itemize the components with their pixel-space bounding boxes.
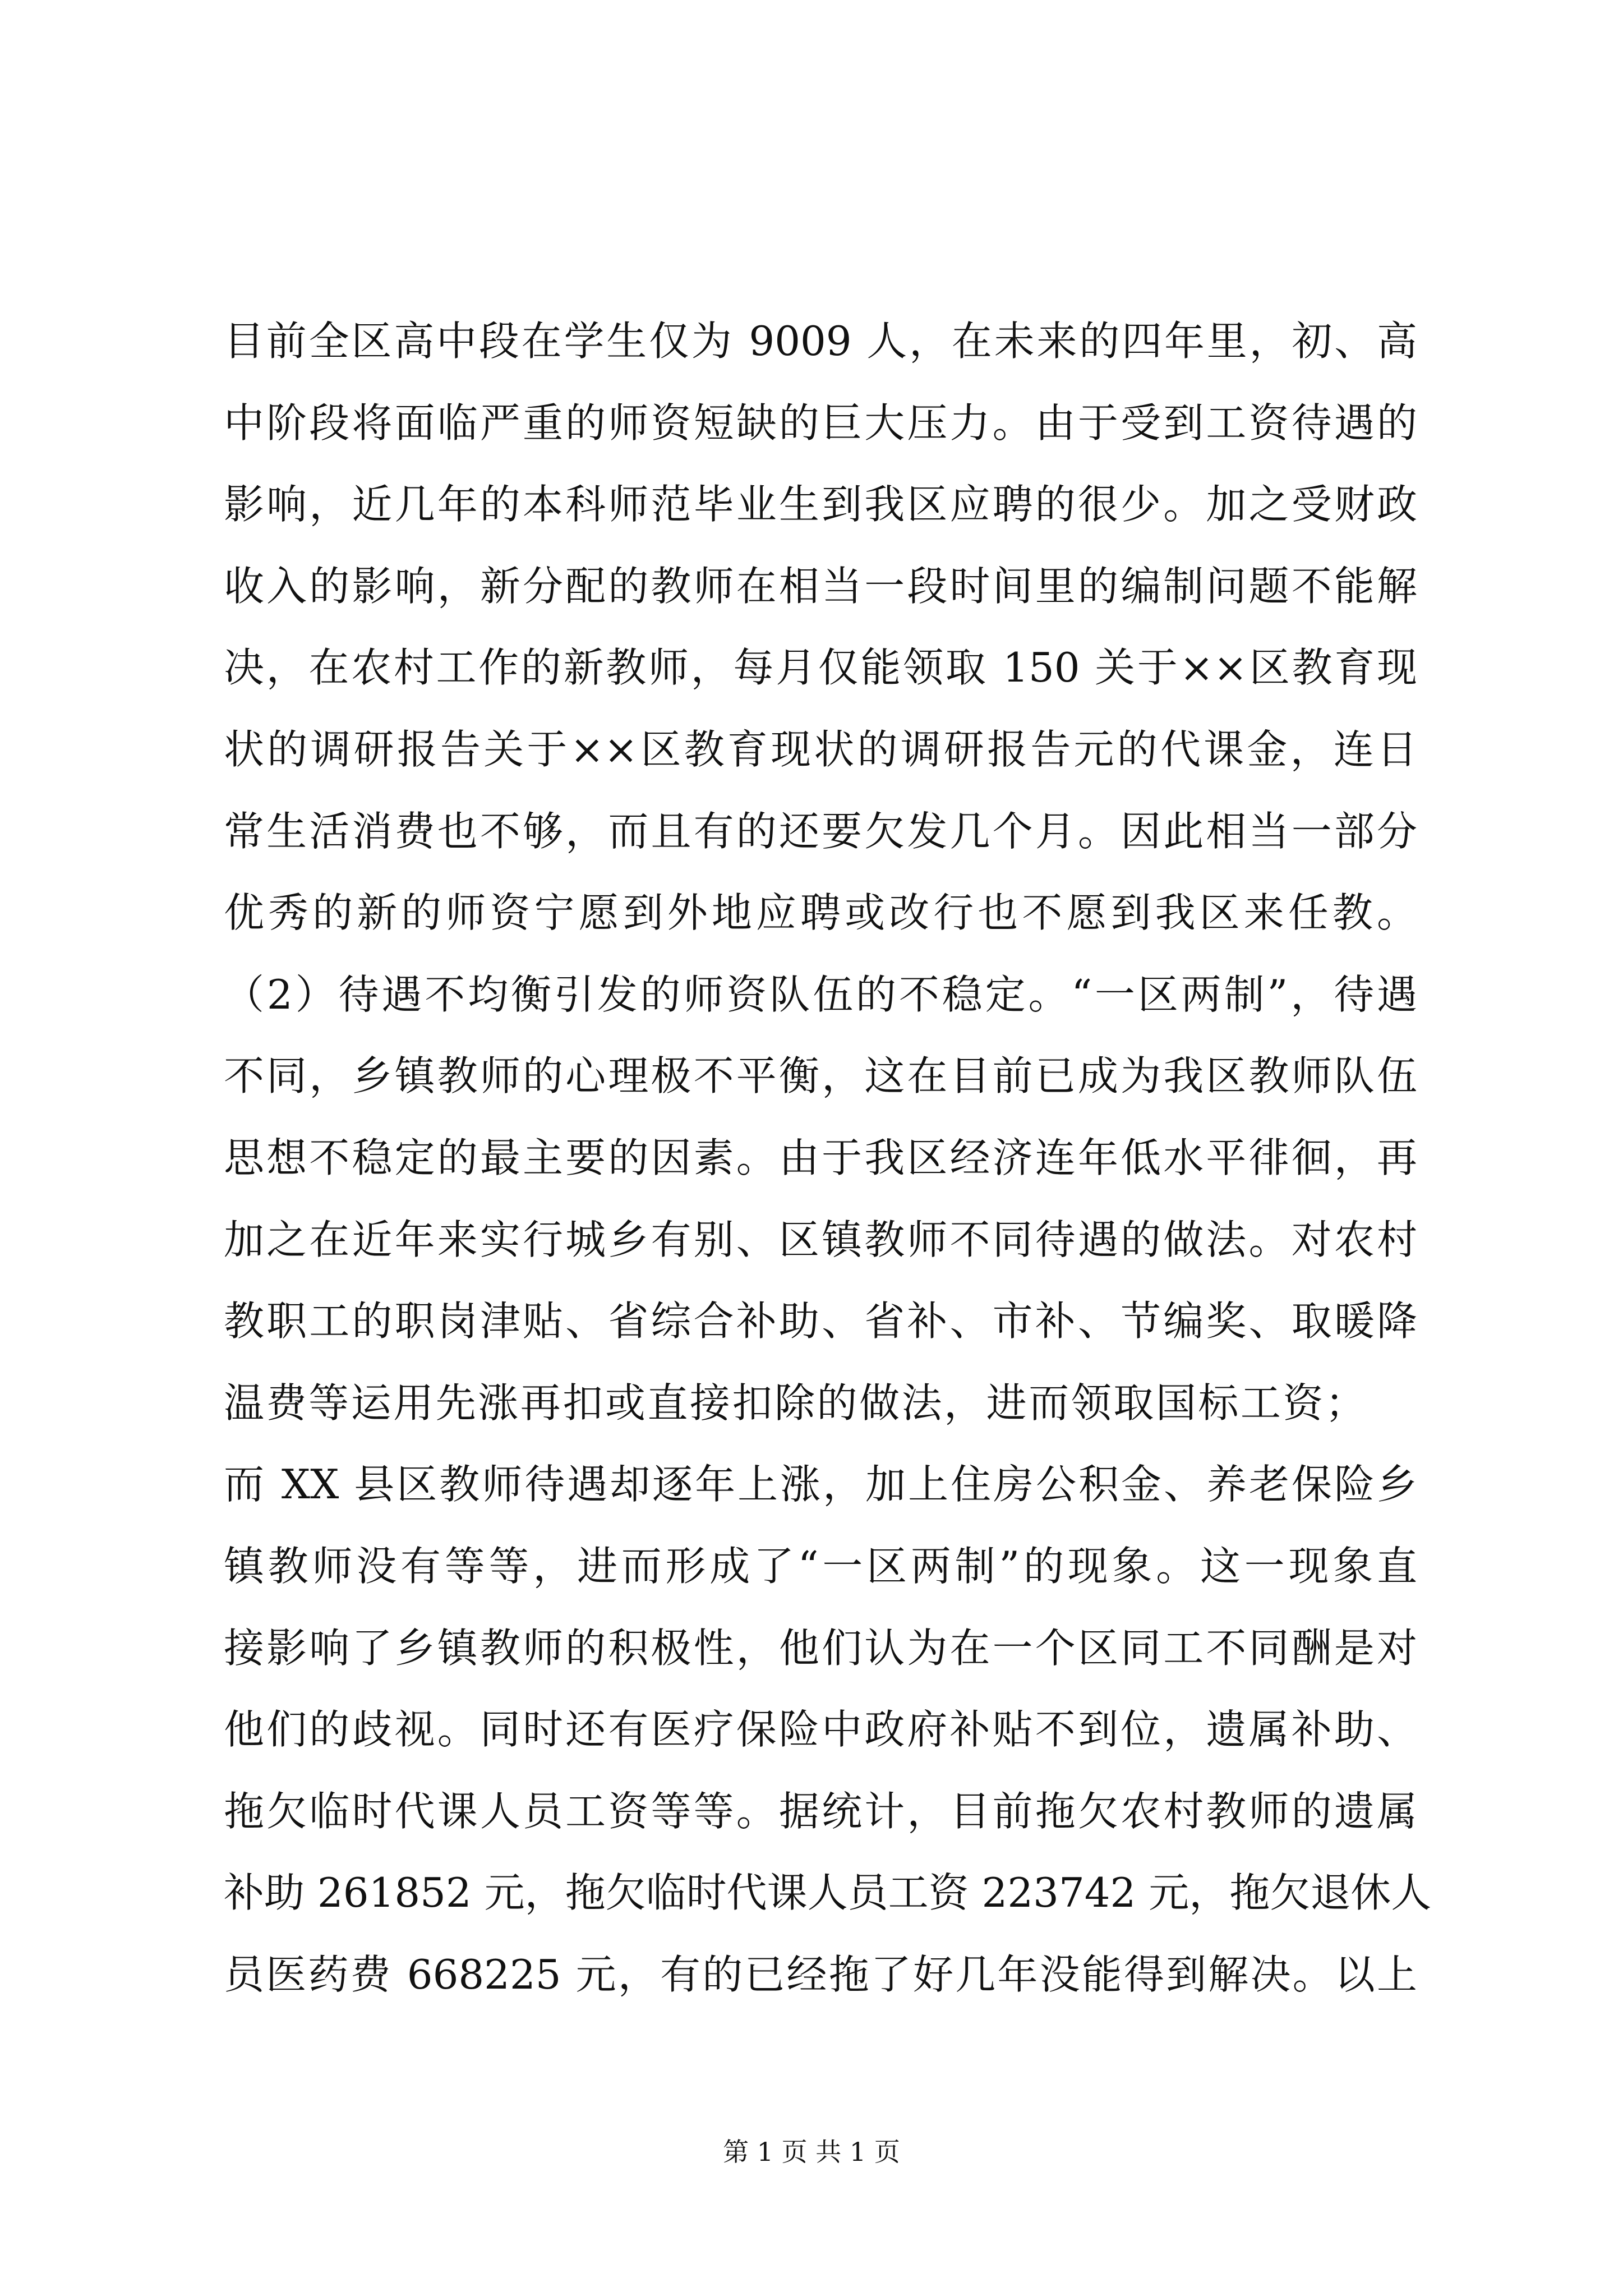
body-text-line: 优秀的新的师资宁愿到外地应聘或改行也不愿到我区来任教。 [224, 889, 1417, 937]
body-text-line: 镇教师没有等等，进而形成了“一区两制”的现象。这一现象直 [224, 1542, 1417, 1590]
body-text-line: 影响，近几年的本科师范毕业生到我区应聘的很少。加之受财政 [224, 481, 1417, 528]
body-text-line: 不同，乡镇教师的心理极不平衡，这在目前已成为我区教师队伍 [224, 1052, 1417, 1100]
paragraph-2 [224, 954, 1432, 2016]
body-text-line: 中阶段将面临严重的师资短缺的巨大压力。由于受到工资待遇的 [224, 399, 1417, 447]
body-text-line: 教职工的职岗津贴、省综合补助、省补、市补、节编奖、取暖降 [224, 1297, 1417, 1345]
body-text-line: 加之在近年来实行城乡有别、区镇教师不同待遇的做法。对农村 [224, 1216, 1417, 1263]
body-text-line: 而 XX 县区教师待遇却逐年上涨，加上住房公积金、养老保险乡 [224, 1461, 1417, 1508]
body-text-line: 决，在农村工作的新教师，每月仅能领取 150 关于××区教育现 [224, 644, 1417, 692]
body-text-line: 补助 261852 元，拖欠临时代课人员工资 223742 元，拖欠退休人 [224, 1869, 1432, 1917]
body-text-line: 收入的影响，新分配的教师在相当一段时间里的编制问题不能解 [224, 562, 1417, 610]
body-text-line: 常生活消费也不够，而且有的还要欠发几个月。因此相当一部分 [224, 807, 1417, 855]
body-text-line: 目前全区高中段在学生仅为 9009 人，在未来的四年里，初、高 [224, 318, 1417, 365]
body-text-line: 状的调研报告关于××区教育现状的调研报告元的代课金，连日 [224, 725, 1417, 773]
body-text-line: 他们的歧视。同时还有医疗保险中政府补贴不到位，遗属补助、 [224, 1706, 1417, 1754]
paragraph-1 [224, 301, 1417, 954]
body-text-line: 接影响了乡镇教师的积极性，他们认为在一个区同工不同酬是对 [224, 1624, 1417, 1672]
body-text-line: （2）待遇不均衡引发的师资队伍的不稳定。“一区两制”，待遇 [224, 970, 1417, 1018]
body-text-line: 员医药费 668225 元，有的已经拖了好几年没能得到解决。以上 [224, 1950, 1417, 1998]
document-body [224, 301, 1432, 2016]
body-text-line: 思想不稳定的最主要的因素。由于我区经济连年低水平徘徊，再 [224, 1134, 1417, 1181]
body-text-line: 温费等运用先涨再扣或直接扣除的做法，进而领取国标工资； [224, 1379, 1366, 1427]
body-text-line: 拖欠临时代课人员工资等等。据统计，目前拖欠农村教师的遗属 [224, 1787, 1417, 1835]
page-number-footer: 第 1 页 共 1 页 [723, 2137, 900, 2167]
